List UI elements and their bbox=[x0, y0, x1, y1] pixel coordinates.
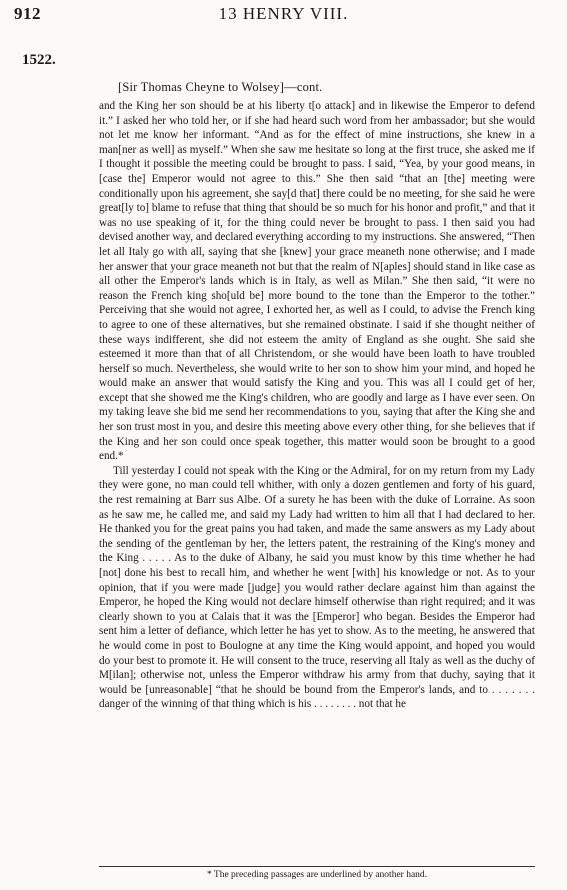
section-heading: [Sir Thomas Cheyne to Wolsey]—cont. bbox=[118, 80, 323, 94]
page-number: 912 bbox=[14, 4, 41, 23]
footnote: * The preceding passages are underlined by another hand. bbox=[206, 870, 428, 880]
footnote-rule bbox=[99, 866, 535, 867]
running-title: 13 HENRY VIII. bbox=[218, 4, 349, 23]
margin-year: 1522. bbox=[22, 52, 56, 68]
body-text bbox=[99, 99, 535, 712]
paragraph-2: Till yesterday I could not speak with the King or the Admiral, for on my return from my Lady they were gone, no man could tell whither, with only a dozen gentlemen and forty of his guard, the rest remaining at Barr sus Albe. Of a surety he has been with the duke of Lorraine. As soon as he saw me, he called me, and said my Lady had written to him all that I had declared to her. He thanked you for the great pains you had taken, and made the same answers as my Lady about the sending of the gentleman by her, the letters patent, the restraining of the King's money and the King . . . . . As to the duke of Albany, he said you must know by this time whether he had [not] done his best to recall him, and whether he went [with] his knowledge or not. As to your opinion, that if you were made [judge] you would rather declare against him than against the Emperor, he hoped the King would not declare himself otherwise than right required; and it was clearly shown to you at Calais that it was the [Emperor] who began. Besides the Emperor had sent him a letter of defiance, which letter he has yet to show. As to the meeting, he answered that he would come in post to Boulogne at any time the King would appoint, and hoped you would do your best to promote it. He will consent to the truce, reserving all Italy as well as the duchy of M[ilan]; otherwise not, unless the Emperor withdraw his army from that duchy, saying that it would be [unreasonable] “that he should be bound from the Emperor's lands, and to . . . . . . . danger of the winning of that thing which is his . . . . . . . . not that he bbox=[99, 464, 535, 711]
page-header bbox=[0, 4, 567, 34]
paragraph-1: and the King her son should be at his liberty t[o attack] and in likewise the Emperor to defend it.” I asked her who told her, or if she had heard such word from her ambassador; but she would not let me know her informant. “And as for the effect of mine instructions, she knew in a man[ner as well] as myself.” When she saw me hesitate so long at the first truce, she asked me if I thought it possible the meeting could be brought to pass. I said, “Yea, by your good means, in [case the] Emperor would not agree to this.” She then said “that an [the] meeting were conditionally upon his agreement, she say[d that] there could be no meeting, for she said he were great[ly to] blame to refuse that thing that should be so much for his honor and profit,” and that it was no use speaking of it, for the thing could never be brought to pass. I then said you had devised another way, and declared everything according to my instructions. She answered, “Then let all Italy go with all, saying that she [knew] your grace meaneth none otherwise; and I made her answer that your grace meaneth not but that the realm of N[aples] should stand in like case as all other the Emperor's lands which is in Italy, as well as Milan.” She then said, “it were no reason the French king sho[uld be] more bound to the tone than the Emperor to the tother.” Perceiving that she would not agree, I exhorted her, as well as I could, to advise the French king to agree to one of these alternatives, but she remained obstinate. I said if she thought neither of these ways indifferent, she did not esteem the amity of England as she ought. She said she esteemed it more than that of all Christendom, or she would have been loath to have troubled herself so much. Nevertheless, she would write to her son to show him your mind, and hoped he would make an answer that would satisfy the King and you. This was all I could get of her, except that she showed me the King's children, who are goodly and large as I have ever seen. On my taking leave she bid me send her recommendations to you, saying that after the King she and her son trust most in you, and desire this meeting above every other thing, for she believes that if the King and her son could once speak together, this matter would soon be brought to a good end.* bbox=[99, 100, 535, 463]
